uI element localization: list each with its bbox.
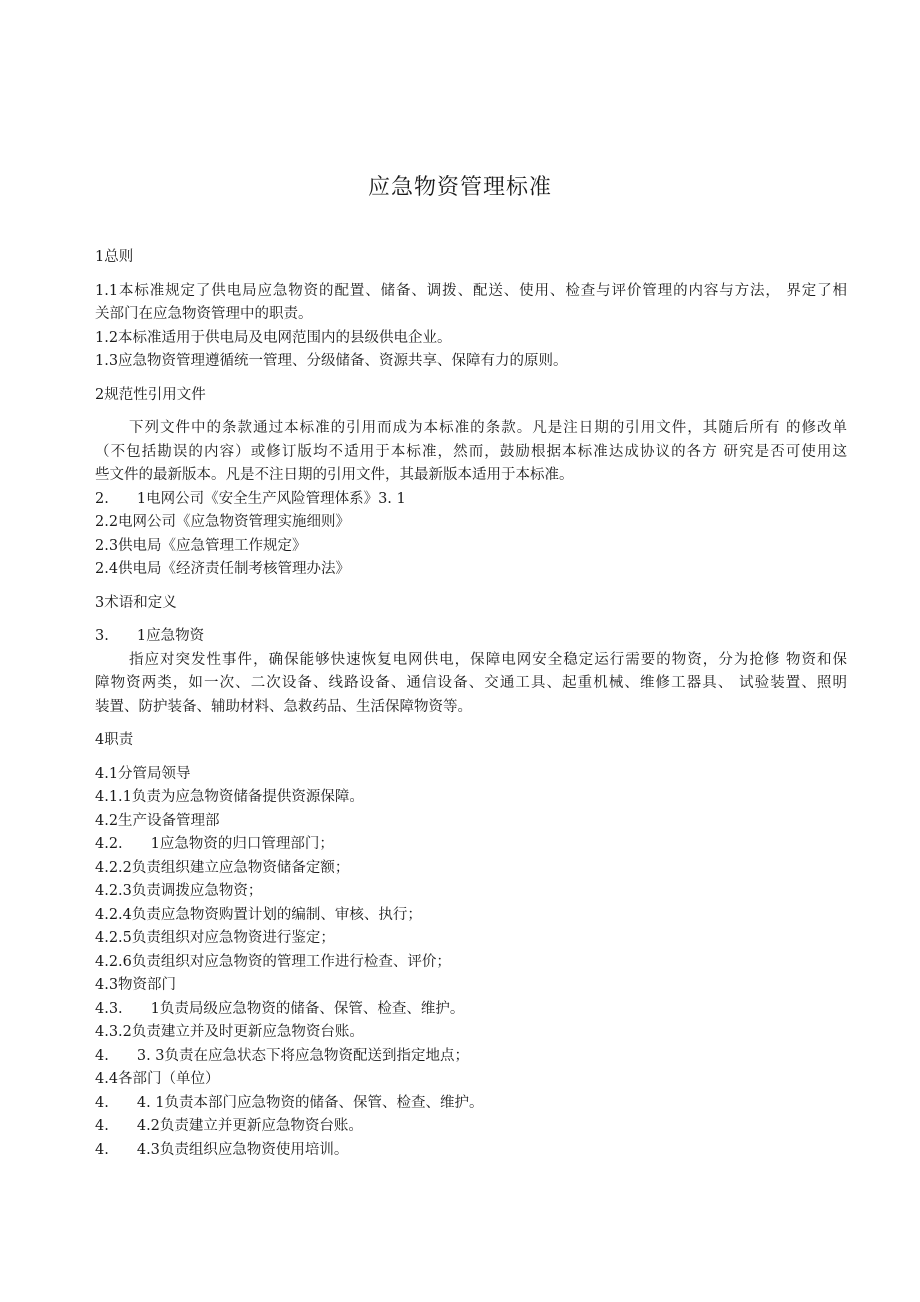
item-4-3-3 <box>95 1045 847 1069</box>
item-4-4-1-text: 4. 1负责本部门应急物资的储备、保管、检查、维护。 <box>136 1094 484 1111</box>
paragraph-1-3: 1.3应急物资管理遵循统一管理、分级储备、资源共享、保障有力的原则。 <box>95 353 568 369</box>
item-4-4-1 <box>95 1092 847 1116</box>
document-title: 应急物资管理标准 <box>367 175 552 200</box>
item-4-2-1 <box>95 833 847 857</box>
item-4-4-3-text: 4.3负责组织应急物资使用培训。 <box>136 1141 349 1158</box>
definition-line-1: 指应对突发性事件，确保能够快速恢复电网供电，保障电网安全稳定运行需要的物资，分为抢修 物资和保 <box>129 651 847 668</box>
section-2-intro-line-3: 些文件的最新版本。凡是不注日期的引用文件，其最新版本适用于本标准。 <box>95 467 574 483</box>
item-4-4-1-number: 4. <box>95 1094 109 1111</box>
item-4-1-1: 4.1.1负责为应急物资储备提供资源保障。 <box>95 789 364 805</box>
item-4-3-3-text: 3. 3负责在应急状态下将应急物资配送到指定地点； <box>136 1047 470 1064</box>
subsection-4-1: 4.1分管局领导 <box>95 765 191 782</box>
subsection-4-3: 4.3物资部门 <box>95 977 177 993</box>
paragraph-1-1-line-2: 关部门在应急物资管理中的职责。 <box>95 306 313 322</box>
reference-2-3: 2.3供电局《应急管理工作规定》 <box>95 537 307 554</box>
item-4-3-1-number: 4.3. <box>95 1000 123 1017</box>
item-4-3-3-number: 4. <box>95 1047 109 1064</box>
reference-2-1-text: 1电网公司《安全生产风险管理体系》3. 1 <box>136 490 406 507</box>
item-4-2-1-text: 1应急物资的归口管理部门； <box>150 836 334 852</box>
definition-line-3: 装置、防护装备、辅助材料、急救药品、生活保障物资等。 <box>95 698 472 715</box>
section-3-heading: 3术语和定义 <box>95 594 177 611</box>
item-4-4-2-text: 4.2负责建立并更新应急物资台账。 <box>136 1118 363 1134</box>
item-4-2-1-number: 4.2. <box>95 836 123 852</box>
term-3-1-text: 1应急物资 <box>136 628 205 644</box>
item-4-3-1-text: 1负责局级应急物资的储备、保管、检查、维护。 <box>150 1000 465 1017</box>
definition-line-2: 障物资两类，如一次、二次设备、线路设备、通信设备、交通工具、起重机械、维修工器具、 试验装置、照明 <box>95 675 847 691</box>
term-3-1-number: 3. <box>95 628 109 644</box>
section-2-intro-line-1: 下列文件中的条款通过本标准的引用而成为本标准的条款。凡是注日期的引用文件，其随后所有 的修改单 <box>129 420 847 436</box>
term-3-1 <box>95 625 847 649</box>
subsection-4-4: 4.4各部门（单位） <box>95 1071 220 1087</box>
item-4-4-3 <box>95 1139 847 1163</box>
reference-2-4: 2.4供电局《经济责任制考核管理办法》 <box>95 561 351 577</box>
paragraph-1-2: 1.2本标准适用于供电局及电网范围内的县级供电企业。 <box>95 329 452 346</box>
item-4-4-3-number: 4. <box>95 1141 109 1158</box>
item-4-2-4: 4.2.4负责应急物资购置计划的编制、审核、执行； <box>95 906 422 923</box>
paragraph-1-1-line-1: 1.1本标准规定了供电局应急物资的配置、储备、调拨、配送、使用、检查与评价管理的内容与方法， 界定了相 <box>95 282 847 299</box>
item-4-3-2: 4.3.2负责建立并及时更新应急物资台账。 <box>95 1024 364 1040</box>
item-4-3-1 <box>95 998 847 1022</box>
item-4-2-3: 4.2.3负责调拨应急物资； <box>95 883 263 899</box>
section-2-intro-line-2: （不包括勘误的内容）或修订版均不适用于本标准，然而，鼓励根据本标准达成协议的各方 研究是否可使用这 <box>95 443 847 460</box>
section-4-heading: 4职责 <box>95 732 134 748</box>
reference-2-2: 2.2电网公司《应急物资管理实施细则》 <box>95 514 351 530</box>
reference-2-1-number: 2. <box>95 490 109 507</box>
item-4-4-2 <box>95 1115 847 1139</box>
item-4-4-2-number: 4. <box>95 1118 109 1134</box>
item-4-2-6: 4.2.6负责组织对应急物资的管理工作进行检查、评价； <box>95 953 451 970</box>
document-body <box>95 246 847 1162</box>
subsection-4-2: 4.2生产设备管理部 <box>95 812 220 829</box>
section-1-heading: 1总则 <box>95 249 134 265</box>
item-4-2-5: 4.2.5负责组织对应急物资进行鉴定； <box>95 930 335 946</box>
item-4-2-2: 4.2.2负责组织建立应急物资储备定额； <box>95 859 350 876</box>
section-2-heading: 2规范性引用文件 <box>95 386 206 403</box>
reference-2-1 <box>95 488 847 512</box>
